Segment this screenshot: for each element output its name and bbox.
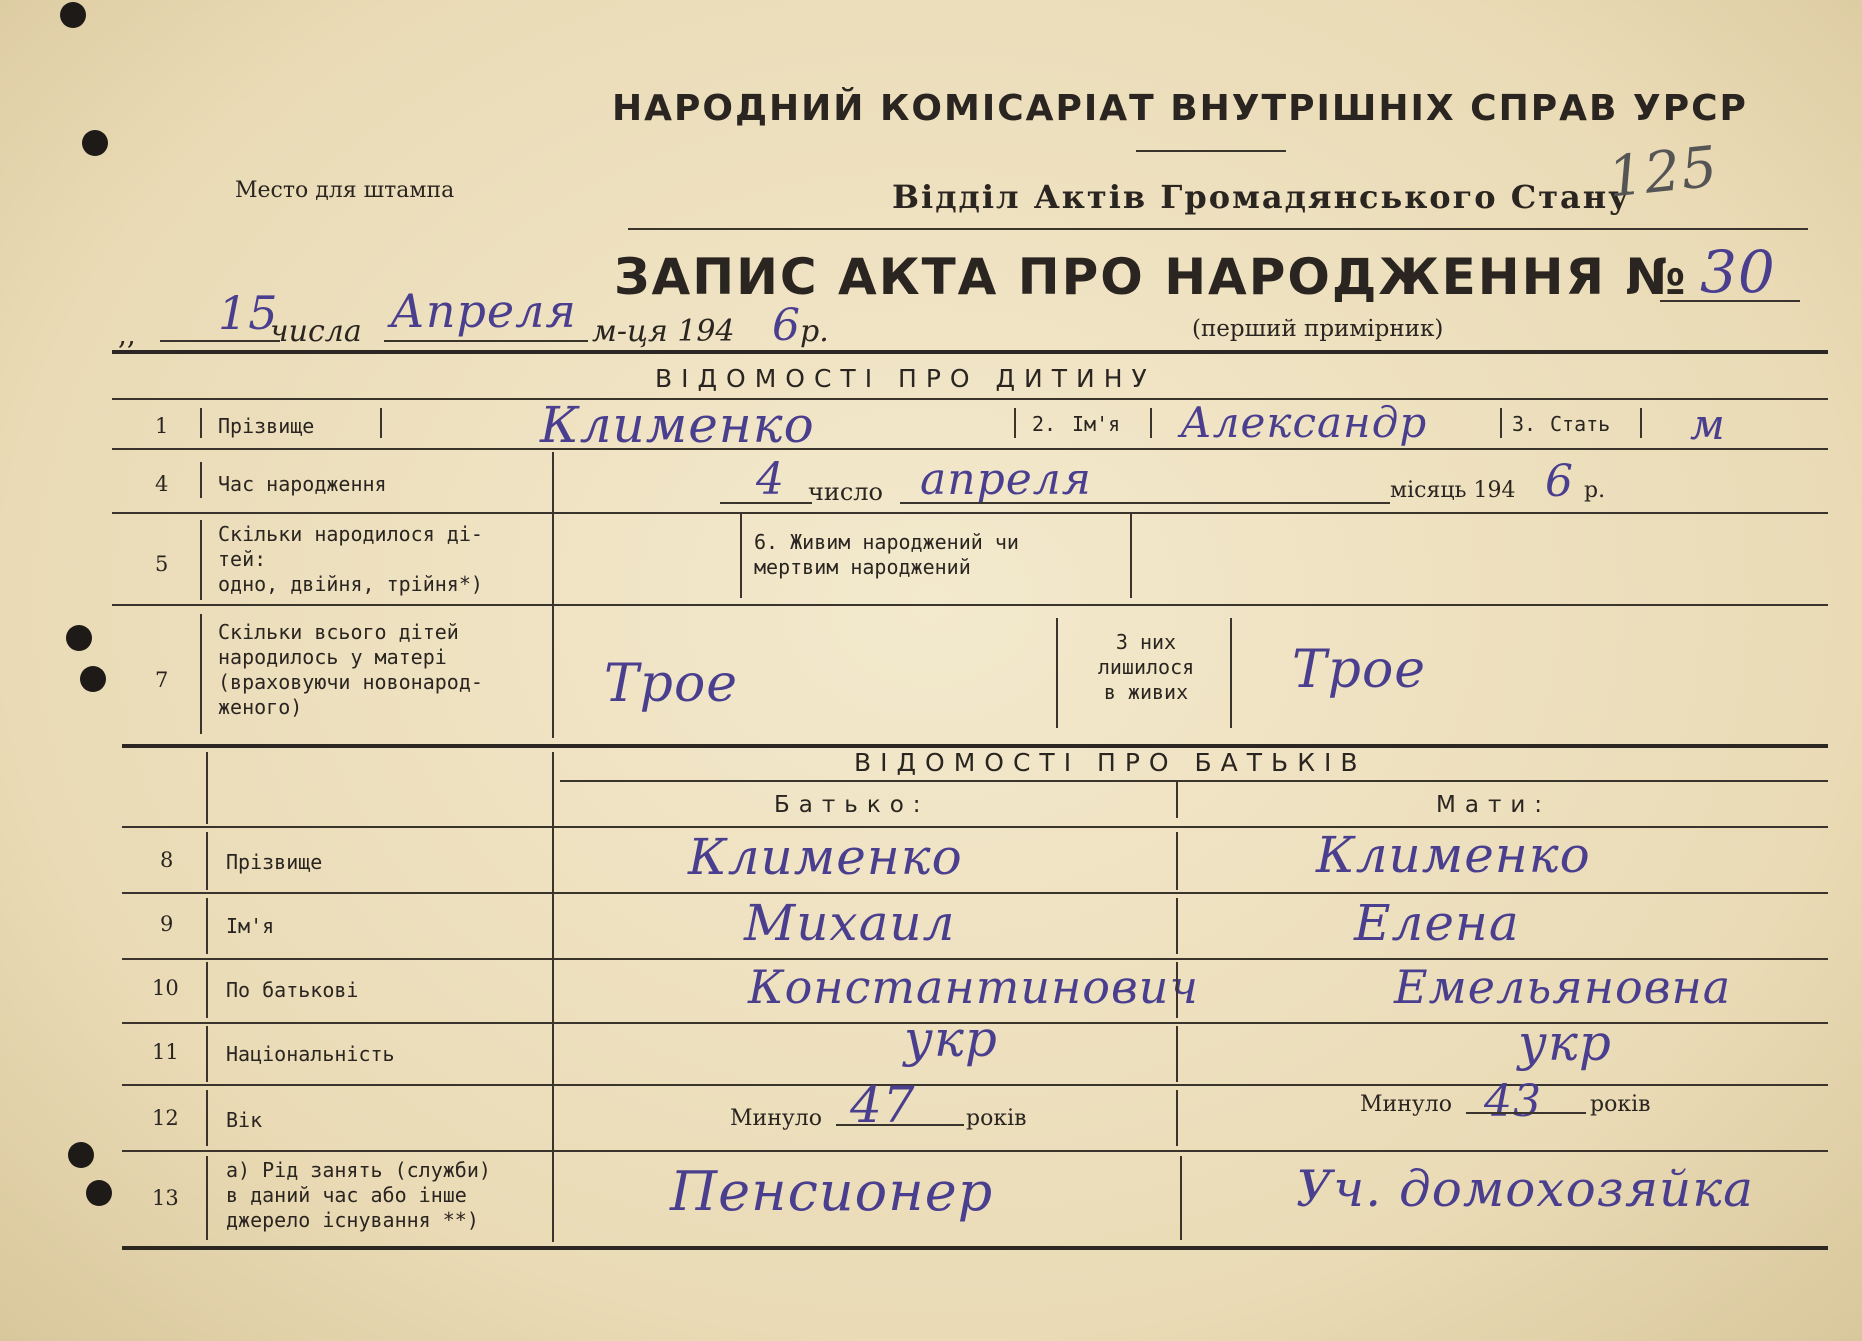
row-rule [112, 604, 1828, 606]
birth-year-digit: 6 [1545, 456, 1574, 507]
child-title-rule [112, 398, 1828, 400]
birth-year-suffix: р. [1584, 478, 1606, 503]
father-name-value: Михаил [744, 894, 956, 952]
row-divider [200, 614, 202, 734]
record-number-handwritten: 30 [1700, 238, 1776, 306]
department-title: Відділ Актів Громадянського Стану [892, 178, 1631, 216]
record-title: ЗАПИС АКТА ПРО НАРОДЖЕННЯ № [614, 248, 1688, 306]
row-divider [206, 962, 208, 1018]
mother-age-suffix: років [1590, 1092, 1651, 1117]
row-divider [206, 752, 208, 824]
ministry-title: НАРОДНИЙ КОМІСАРІАТ ВНУТРІШНІХ СПРАВ УРСР [612, 88, 1748, 129]
father-surname-value: Клименко [688, 828, 963, 886]
mother-patronymic-value: Емельяновна [1394, 960, 1732, 1014]
header-divider [1136, 150, 1286, 152]
row-divider [206, 832, 208, 890]
child-sex-value: м [1690, 400, 1726, 449]
total-children-label: Скільки всього дітей народилось у матері (враховуючи новонарод- женого) [218, 620, 483, 719]
alive-born-label: 6. Живим народжений чи мертвим народжений [754, 530, 1019, 579]
parent-name-label: Ім'я [226, 914, 275, 938]
alive-children-label: З них лишилося в живих [1097, 630, 1195, 704]
mother-header: Мати: [1436, 792, 1552, 818]
child-name-label: Ім'я [1072, 412, 1121, 436]
birth-day-value: 4 [756, 454, 785, 505]
copy-note: (перший примірник) [1192, 316, 1444, 342]
alive-children-value: Трое [1292, 640, 1427, 700]
row-number-1: 1 [155, 414, 169, 438]
date-day-line [160, 340, 280, 342]
date-year-suffix: р. [800, 314, 829, 349]
row-rule [122, 1150, 1828, 1152]
date-day-handwritten: 15 [218, 286, 279, 340]
parent-patronymic-label: По батькові [226, 978, 359, 1002]
punch-hole [80, 666, 106, 692]
row-number-12: 12 [152, 1106, 179, 1130]
parents-section-title: ВІДОМОСТІ ПРО БАТЬКІВ [854, 748, 1367, 777]
row-rule [112, 512, 1828, 514]
row-divider [1150, 408, 1152, 438]
father-age-value: 47 [850, 1076, 916, 1134]
row-divider [1230, 618, 1232, 728]
child-surname-value: Клименко [540, 396, 815, 454]
stamp-place-label: Место для штампа [235, 178, 455, 203]
parent-age-label: Вік [226, 1108, 263, 1132]
parent-occupation-label: а) Рід занять (служби) в даний час або інше джерело існування **) [226, 1158, 491, 1232]
column-divider [1176, 782, 1178, 818]
parent-surname-label: Прізвище [226, 850, 323, 874]
date-month-line [384, 340, 588, 342]
mother-age-prefix: Минуло [1360, 1092, 1453, 1117]
father-age-line [836, 1124, 964, 1126]
row-divider [200, 520, 202, 600]
father-age-suffix: років [966, 1106, 1027, 1131]
row-divider [206, 1090, 208, 1146]
birth-month-label: місяць 194 [1390, 478, 1516, 503]
section-rule [122, 1246, 1828, 1250]
mother-name-value: Елена [1354, 894, 1520, 952]
mother-age-value: 43 [1484, 1076, 1542, 1127]
row-rule [122, 892, 1828, 894]
row-number-13: 13 [152, 1186, 179, 1210]
column-divider [1176, 1026, 1178, 1082]
punch-hole [86, 1180, 112, 1206]
mother-age-line [1466, 1112, 1586, 1114]
punch-hole [82, 130, 108, 156]
row-divider [206, 1026, 208, 1082]
row-rule [122, 1084, 1828, 1086]
children-count-label: Скільки народилося ді- тей: одно, двійня, трійня*) [218, 522, 483, 596]
column-divider [1180, 1156, 1182, 1240]
column-divider [1176, 1090, 1178, 1146]
row-divider [200, 462, 202, 498]
row-divider [200, 408, 202, 438]
row-divider [1640, 408, 1642, 438]
date-year-digit-handwritten: 6 [772, 300, 801, 351]
mother-occupation-value: Уч. домохозяйка [1296, 1160, 1754, 1218]
row-divider [1056, 618, 1058, 728]
date-quote: ,, [118, 318, 136, 351]
child-sex-label-num: 3. [1512, 412, 1537, 436]
section-rule [112, 350, 1828, 354]
birth-time-label: Час народження [218, 472, 387, 496]
row-divider [552, 452, 554, 512]
date-year-label: м-ця 194 [592, 314, 735, 349]
parent-nationality-label: Національність [226, 1042, 395, 1066]
parents-title-rule [560, 780, 1828, 782]
row-divider [1500, 408, 1502, 438]
child-sex-label: Стать [1550, 412, 1611, 436]
header-rule [628, 228, 1808, 230]
row-divider [206, 1156, 208, 1240]
father-header: Батько: [774, 792, 930, 818]
total-children-value: Трое [604, 654, 739, 714]
father-nationality-value: укр [904, 1010, 998, 1068]
row-divider [552, 606, 554, 738]
row-divider [1130, 514, 1132, 598]
row-divider [740, 514, 742, 598]
row-divider [1014, 408, 1016, 438]
row-divider [380, 408, 382, 438]
birth-day-label: число [808, 478, 883, 506]
punch-hole [68, 1142, 94, 1168]
father-patronymic-value: Константинович [748, 960, 1199, 1014]
mother-nationality-value: укр [1518, 1014, 1612, 1072]
row-divider [552, 514, 554, 610]
birth-month-line [900, 502, 1390, 504]
birth-day-line [720, 502, 812, 504]
father-occupation-value: Пенсионер [670, 1160, 994, 1223]
row-number-7: 7 [155, 668, 169, 692]
father-age-prefix: Минуло [730, 1106, 823, 1131]
date-day-label: числа [270, 314, 362, 349]
row-number-10: 10 [152, 976, 179, 1000]
row-number-8: 8 [160, 848, 174, 872]
row-number-5: 5 [155, 552, 169, 576]
column-divider [1176, 898, 1178, 954]
row-number-4: 4 [155, 472, 169, 496]
punch-hole [60, 2, 86, 28]
child-name-label-num: 2. [1032, 412, 1057, 436]
mother-surname-value: Клименко [1316, 826, 1591, 884]
child-surname-label: Прізвище [218, 414, 315, 438]
birth-month-value: апреля [920, 454, 1092, 505]
record-number-line [1660, 300, 1800, 302]
column-divider [1176, 962, 1178, 1018]
row-number-9: 9 [160, 912, 174, 936]
row-divider [206, 898, 208, 954]
row-number-11: 11 [152, 1040, 179, 1064]
column-divider [1176, 832, 1178, 890]
child-name-value: Александр [1180, 398, 1428, 447]
date-month-handwritten: Апреля [390, 284, 577, 338]
punch-hole [66, 625, 92, 651]
row-rule [112, 448, 1828, 450]
child-section-title: ВІДОМОСТІ ПРО ДИТИНУ [655, 364, 1156, 393]
page-number-handwritten: 125 [1604, 134, 1721, 211]
